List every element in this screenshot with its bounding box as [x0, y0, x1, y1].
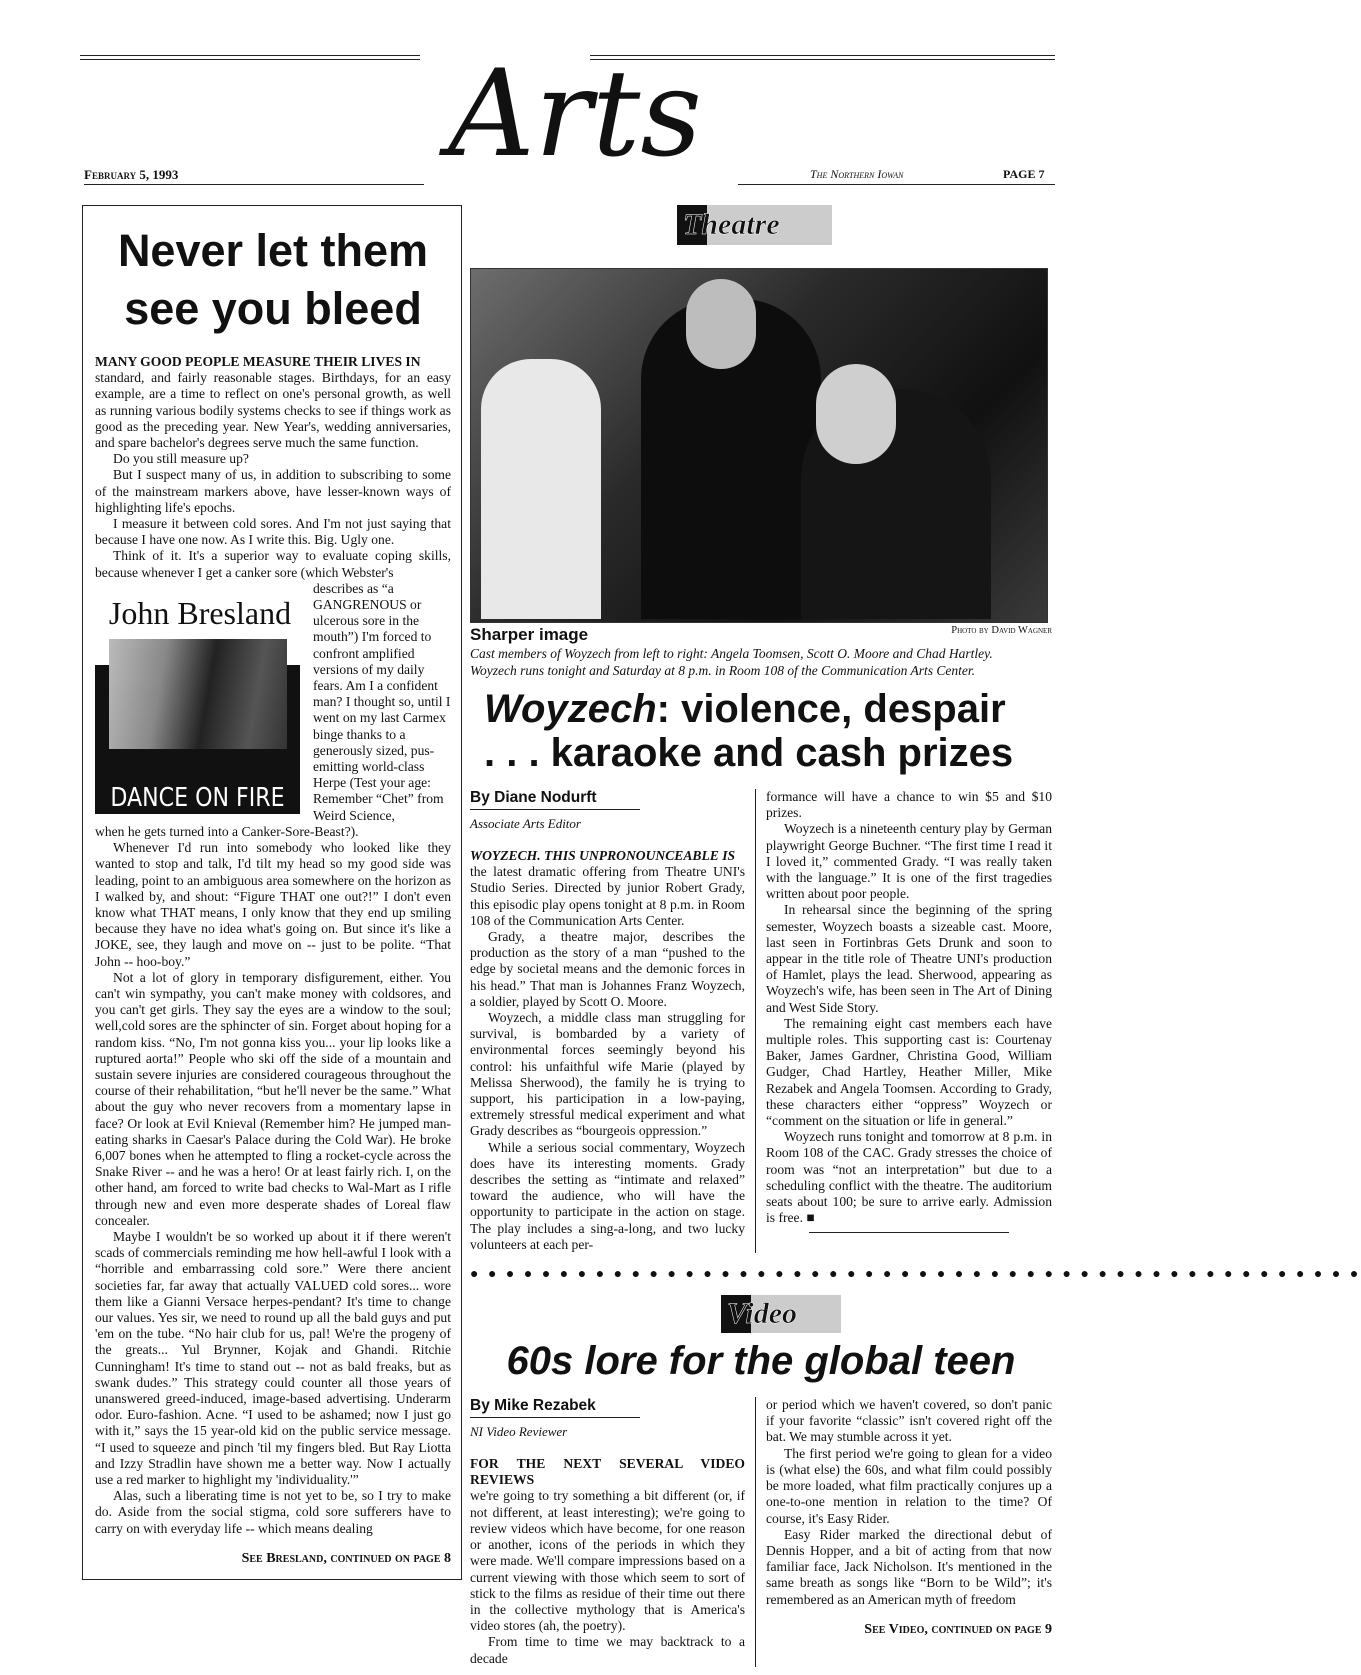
article-paragraph: or period which we haven't covered, so don't panic if your favorite “classic” isn't covered right off the bat. We may stumble across it yet.: [766, 1397, 1052, 1445]
theatre-headline: [470, 687, 1052, 775]
photo-caption: [470, 645, 1052, 679]
video-col1: [470, 1397, 756, 1667]
article-paragraph: While a serious social commentary, Woyzech does have its interesting moments. Grady describes the setting as “intimate and relaxed” toward the audience, who will have the opportunity to participate in the action on stage. The play includes a sing-a-long, and two lucky volunteers at each per-: [470, 1139, 745, 1252]
article-paragraph: Easy Rider marked the directional debut of Dennis Hopper, and a bit of acting from that now familiar face, Jack Nicholson. It's mentioned in the same breath as songs like “Born to be Wild”; it's remembered as an American myth of freedom: [766, 1526, 1052, 1607]
columnist-name: John Bresland: [108, 594, 292, 631]
caption-line: Cast members of Woyzech from left to right: Angela Toomsen, Scott O. Moore and Chad Hartley.: [470, 646, 993, 661]
end-rule: [809, 1232, 1009, 1233]
section-title-logo: Arts: [448, 45, 702, 184]
columnist-logo: [95, 583, 305, 814]
byline-title: NI Video Reviewer: [470, 1424, 568, 1440]
column-jump-link[interactable]: See Bresland, continued on page 8: [241, 1550, 451, 1566]
theatre-photo: [470, 268, 1048, 623]
article-paragraph: Woyzech runs tonight and tomorrow at 8 p.m. in Room 108 of the CAC. Grady stresses the choice of room was “not an interpretation” but due to a scheduling conflict with the theatre. The auditorium seats about 100; be sure to arrive early. Admission is free. ■: [766, 1129, 1052, 1226]
masthead-paper-name: The Northern Iowan: [810, 167, 904, 181]
video-columns: [470, 1397, 1052, 1667]
columnist-photo: [109, 639, 287, 749]
article-paragraph: Woyzech, a middle class man struggling for survival, is bombarded by a variety of environmental forces seemingly beyond his control: his unfaithful wife Marie (played by Melissa Sherwood), the family he is trying to support, his participation in a low-paying, extremely stressful medical experiment and what Grady describes as “bourgeois oppression.”: [470, 1010, 745, 1139]
theatre-columns: [470, 789, 1052, 1253]
byline: By Diane Nodurft: [470, 789, 640, 810]
date-rule: [84, 184, 424, 185]
column-lead: MANY GOOD PEOPLE MEASURE THEIR LIVES IN: [95, 354, 421, 369]
caption-title: Sharper image: [470, 625, 589, 644]
section-label-theatre: Theatre: [677, 205, 832, 245]
article-paragraph: the latest dramatic offering from Theatre UNI's Studio Series. Directed by junior Robert Grady, this episodic play opens tonight at 8 p.m. in Room 108 of the Communication Arts Center.: [470, 864, 745, 928]
article-paragraph: we're going to try something a bit different (or, if not different, at least interesting); we're going to review videos which have become, for one reason or another, icons of the periods in which they were made. We'll compare impressions based on a current viewing with those which seem to sort of stick to the films as residue of their time out there in the collective mythology that is America's video stores (ah, the poetry).: [470, 1488, 745, 1634]
article-paragraph: Woyzech is a nineteenth century play by German playwright George Buchner. “The first time I read it I loved it,” commented Grady. “I was really taken with the language.” It is one of the first tragedies written about poor people.: [766, 821, 1052, 902]
masthead-page: PAGE 7: [1003, 167, 1045, 181]
article-lead: FOR THE NEXT SEVERAL VIDEO REVIEWS: [470, 1456, 745, 1488]
byline-title: Associate Arts Editor: [470, 816, 581, 831]
photo-credit: Photo by David Wagner: [951, 625, 1052, 636]
theatre-col2: [756, 789, 1052, 1233]
masthead-date: February 5, 1993: [84, 167, 179, 182]
column-paragraph: standard, and fairly reasonable stages. Birthdays, for an easy example, are a time to reflect on one's personal growth, as well as running various bodily systems checks to see if things work as good as the preceding year. New Year's, wedding anniversaries, and spare bachelor's degrees serve much the same function.: [95, 370, 451, 451]
masthead-rule-left: [80, 55, 420, 60]
headline-text: : violence, despair: [656, 687, 1006, 731]
article-lead: WOYZECH. THIS UNPRONOUNCEABLE IS: [470, 848, 736, 863]
article-paragraph: formance will have a chance to win $5 and $10 prizes.: [766, 789, 1052, 821]
video-headline: 60s lore for the global teen: [506, 1339, 1016, 1384]
article-paragraph: The first period we're going to glean for a video is (what else) the 60s, and what film could possibly be more loaded, what film practically conjures up a one-to-one mention in relation to the time? Of course, it's Easy Rider.: [766, 1445, 1052, 1526]
column-paragraph: Whenever I'd run into somebody who looked like they wanted to stop and talk, I'd tilt my head so my good side was leading, point to an ambiguous area somewhere on the horizon as I walked by, and shout: “Figure THAT one out?!” I don't even know what THAT means, I only know that they end up smiling because they have no idea what's going on. But since it's like a JOKE, see, they laugh and move on -- just to be polite. “That John -- hoo-boy.”: [95, 840, 451, 969]
headline-line2: . . . karaoke and cash prizes: [484, 731, 1014, 775]
article-paragraph: From time to time we may backtrack to a decade: [470, 1634, 745, 1666]
theatre-col1: [470, 789, 756, 1253]
column-paragraph: Think of it. It's a superior way to evaluate coping skills, because whenever I get a canker sore (which Webster's: [95, 548, 451, 580]
column-paragraph: Maybe I wouldn't be so worked up about it if there weren't scads of commercials reminding me how hell-awful I look with a “horrible and embarrassing cold sore.” Were there ancient societies far, far away that actually VALUED cold sores... wore them like a Gianni Versace herpes-pendant? It's time to change our values. Yes sir, we need to round up all the bald guys and put 'em on the tube. “No hair club for us, pal! We're the progeny of the greats... Yul Brynner, Kojak and Ghandi. Ritchie Cunningham! It's time to stand out -- not as bald freaks, but as swank dudes.” This strategy could counter all those years of unanswered greed-induced, image-based advertising. Underarm odor. Euro-fashion. Acne. “I used to be ashamed; now I just go with it,” says the 15 year-old kid on the public service message. “I used to squeeze and pinch 'til my fingers bled. But Ray Liotta and Izzy Stradlin have shown me a better way. Now I actually use a red marker to highlight my 'individuality.'”: [95, 1228, 451, 1488]
article-paragraph: In rehearsal since the beginning of the spring semester, Woyzech boasts a sizeable cast. Moore, last seen in Fortinbras Gets Drunk and soon to appear in the title role of Theatre UNI's production of Hamlet, plays the lead. Sherwood, appearing as Woyzech's wife, has been seen in The Art of Dining and West Side Story.: [766, 902, 1052, 1015]
article-paragraph: Grady, a theatre major, describes the production as the story of a man “pushed to the edge by societal means and the demonic forces in his head.” That man is Johannes Franz Woyzech, a soldier, played by Scott O. Moore.: [470, 929, 745, 1009]
logo-text: DANCE ON FIRE: [110, 782, 285, 813]
article-paragraph: The remaining eight cast members each have multiple roles. This supporting cast is: Courtenay Baker, James Gardner, Christina Good, William Gudger, Chad Hartley, Heather Miller, Mike Rezabek and Angela Toomsen. According to Grady, these characters either “oppress” Woyzech or “comment on the situation or life in general.”: [766, 1015, 1052, 1129]
video-col2: [756, 1397, 1052, 1638]
column-paragraph: Alas, such a liberating time is not yet to be, so I try to make do. Aside from the social stigma, cold sore sufferers have to carry on with everyday life -- which means dealing: [95, 1488, 451, 1536]
column-paragraph: I measure it between cold sores. And I'm not just saying that because I have one now. As I write this. Big. Ugly one.: [95, 516, 451, 548]
paper-rule: [738, 184, 1055, 185]
column-paragraph: Not a lot of glory in temporary disfigurement, either. You can't win sympathy, you can't make money with coldsores, and you can't get girls. They say the eyes are a window to the soul; well,cold sores are the sphincter of sin. Forget about hoping for a random kiss. “No, I'm not gonna kiss you... your lip looks like a ruptured aorta!” People who ski off the side of a mountain and sustain severe injuries are considered courageous throughout the course of their rehabilitation, “but he'll never be the same.” What about the guy who never recovers from a momentary lapse in face? Or look at Evil Knieval (Remember him? He jumped man-eating sharks in Caesar's Palace during the Cold War). He broke 6,007 bones when he attempted to fling a rocket-cycle across the Snake River -- and he was a hero! Or at least fairly rich. I, on the other hand, am forced to write bad checks to Wal-Mart as I rifle through new and even more desperate shades of Loreal flaw concealer.: [95, 969, 451, 1228]
section-label-video: Video: [721, 1295, 841, 1333]
video-jump-link[interactable]: See Video, continued on page 9: [864, 1621, 1052, 1637]
column-paragraph: Do you still measure up?: [113, 451, 249, 467]
headline-play-title: Woyzech: [484, 687, 657, 731]
column-paragraph: But I suspect many of us, in addition to subscribing to some of the mainstream markers above, have lesser-known ways of highlighting life's epochs.: [95, 467, 451, 515]
byline: By Mike Rezabek: [470, 1397, 640, 1418]
column-paragraph: when he gets turned into a Canker-Sore-Beast?).: [95, 823, 359, 839]
caption-line: Woyzech runs tonight and Saturday at 8 p.m. in Room 108 of the Communication Arts Center.: [470, 663, 975, 678]
section-divider-dots: ● ● ● ● ● ● ● ● ● ● ● ● ● ● ● ● ● ● ● ● ● ● ● ● ● ● ● ● ● ● ● ● ● ● ● ● ● ● ● ● ● ● ● ● ● ● ● ● ● ●: [470, 1267, 1361, 1283]
column-box: [82, 205, 462, 1580]
column-headline: Never let them see you bleed: [117, 225, 429, 334]
right-content: [470, 625, 1361, 1667]
column-side-text: describes as “a GANGRENOUS or ulcerous sore in the mouth”) I'm forced to confront amplified versions of my daily fears. Am I a confident man? I thought so, until I went on my last Carmex binge thanks to a generously sized, pus-emitting world-class Herpe (Test your age: Remember “Chet” from Weird Science,: [313, 580, 451, 823]
